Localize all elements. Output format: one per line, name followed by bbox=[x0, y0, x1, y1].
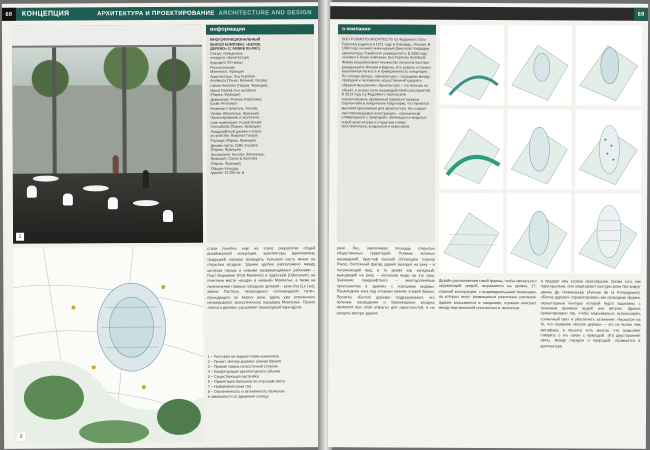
info-line: ЖИЛОЙ КОМПЛЕКС «БЕЛОЕ bbox=[210, 42, 261, 47]
info-line: Экспертиза: Socotec (Монпелье, bbox=[210, 152, 265, 157]
info-line: Verdier (Монпелье, Франция) bbox=[210, 110, 259, 116]
legend-item: 7 – Набережная реки Лез bbox=[207, 384, 252, 389]
right-body-text-col-2: Дизайн расположения такой формы, чтобы связаться с окружающей средой, выражается на уровне 17-этажной конструкции, с индивидуальными балконами, на которых могут размещаться различные растения. Здание вписывается в ландшафт, отражая контраст между вертикальной плотностью и легкостью. bbox=[438, 278, 537, 311]
render-tile bbox=[507, 109, 571, 189]
info-line: Laisné Associés (Париж, Франция), bbox=[210, 83, 269, 88]
header-title-ru: АРХИТЕКТУРА И ПРОЕКТИРОВАНИЕ bbox=[97, 10, 215, 17]
right-body-text-col-3: и придает ему особое своеобразие. Кроме того, как пара крыльев, они охватывают контуры реки Лез вокруг авеню Де Нюманшьёр (Avenue de la Pompignane). «Белое дерево» спроектировано как природная форма, скульптурные контуры которой будто вырезаны с течением времени водой или ветром. Здание ориентировано так, чтобы максимально использовать солнечный свет и обеспечить затенение. Несмотря на то, что название «Белое дерево» – это не более чем метафора, в проекте есть многое, что позволяет говорить о его связи с природой. Эта двусторонняя связь, между городом и природой, отражается в архитектуре. bbox=[540, 279, 641, 349]
right-body-text-col-1: реки Лез, увеличивая площадь открытых общественных территорий. Помимо зеленых насаждений, Кристоф Коломб (Christophe Colomb Place). Восточный фасад здания выходит на реку – и потрясающий вид, в то время как западный, выходящий на реку, – неплохие виды на эту зону. Значение ландшафтного – многоуровневые пространства в зданиях с хорошими видами. Пешеходная зона под опорами нижних этажей башни. Проекты «Белого дерева» подразумевают, что зеленые насаждения и перемещение воздуха являются при этом открыты для окрестностей, а не заперты внутри здания. bbox=[336, 246, 435, 316]
info-line: Общая площадь bbox=[210, 166, 239, 171]
figure-number: 1 bbox=[16, 233, 24, 241]
info-line: (Париж, Франция) bbox=[210, 147, 241, 152]
right-page-number: 69 bbox=[634, 8, 648, 21]
header-title bbox=[97, 10, 320, 17]
info-line: Дизайн света: Odile Soudant bbox=[210, 143, 258, 148]
left-page-number: 68 bbox=[2, 8, 16, 21]
photo-person bbox=[143, 170, 149, 188]
render-tile bbox=[439, 109, 503, 189]
left-page bbox=[2, 2, 322, 449]
info-line: устройство: Bassinet Turquin bbox=[210, 133, 258, 139]
info-box bbox=[206, 24, 315, 243]
legend-item: 8 – Озеленённость и затенённость балконов bbox=[207, 389, 285, 394]
legend-item: 1 – Ресторан на первом этаже комплекса bbox=[207, 354, 279, 359]
site-plan bbox=[13, 247, 204, 444]
green-area bbox=[157, 399, 201, 435]
legend-item: 3 – Прямая гавань на восточной стороне bbox=[207, 364, 278, 369]
green-area bbox=[24, 375, 84, 419]
info-line: Монпелье, Франция bbox=[210, 69, 244, 74]
about-text: SOU FUJIMOTO ARCHITECTS Су Фудзимото (Sou Fujimoto) родился в 1971 году в Хоккайдо, Япония. В 1994 году окончил инженерный факультет Кафедры архитектуры Токийского университета. В 2000 году основал в Токио компанию Sou Fujimoto Architects. Фирма разрабатывает множество проектов частных резиденций в Японии и Европе. Его работы отличает изысканная легкость и приверженность концепции. По словам автора, «архитектура – посредник между природой и человеком, искусственной средой и образом мышления». Архитектура – это больше не объект, а скорее поле взаимодействий и восприятий. В 2013 году Су Фудзимото пригласили спроектировать временный павильон галереи Серпентайн в лондонском Гайд-парке, что является высоким признанием для архитектора. Он создает светопроницаемую конструкцию, «органически сливающуюся с природой», являющуюся моделью новой архитектуры и открытым к миру пространством, воздушной и невесомой. bbox=[341, 37, 432, 129]
photo-chair bbox=[27, 186, 37, 198]
left-header-bar bbox=[2, 6, 320, 21]
info-line: Статус: победитель bbox=[210, 51, 243, 56]
right-header-bar bbox=[330, 6, 648, 21]
render-tile bbox=[576, 25, 642, 105]
site-plan-drawing bbox=[13, 247, 204, 444]
info-line: здания: 10 255 кв. м bbox=[210, 170, 245, 175]
info-line: Франция), Casso & Associés bbox=[210, 156, 258, 162]
render-tile bbox=[440, 25, 504, 105]
legend-item: 6 – Ориентация балконов по сторонам света bbox=[207, 379, 285, 384]
photo-chair bbox=[163, 210, 173, 222]
info-text bbox=[206, 34, 315, 178]
info-line: будущего XXI века» bbox=[210, 60, 244, 65]
info-line: Paysage (Париж, Франция) bbox=[210, 138, 256, 143]
render-grid bbox=[439, 25, 642, 276]
legend-item: в зависимости от движения солнца bbox=[207, 394, 269, 399]
interior-photo bbox=[12, 25, 203, 244]
about-heading: о компании bbox=[338, 24, 436, 35]
info-line: (Париж, Франция) bbox=[210, 92, 241, 97]
info-line: Архитекторы: Sou Fujimoto bbox=[210, 74, 255, 79]
left-body-text: стали понятно еще на этапе разработки общей дизайнерской концепции, архитекторы вдохновлены традицией горожан проводить большую часть жизни на открытом воздухе. Здание удобно расположено между центром города и новыми развивающимися районами – Порт Марианнe (Port Marianne) и Одиссеум (Odysseum), на почетном месте «входа» в «новый» Монпелье, а также на пересечении главных городских артерий – реки Лез (Le Lez), авеню Пастера, пешеходного «эспланадного пути», проходящего по берегу реки, вдоль уже устроенного непрерывного экологического коридора Монпелье. Проект «Белого дерева» расширяет пешеходный парк вдоль bbox=[207, 246, 316, 311]
header-title-en: ARCHITECTURE AND DESIGN bbox=[218, 9, 312, 17]
legend-item: 4 – Конфигурация архитектурного объема bbox=[207, 369, 281, 374]
plan-legend bbox=[208, 354, 316, 443]
info-line: Consultants (Париж, Франция) bbox=[210, 124, 261, 130]
info-line: Ландшафтный дизайн и благо- bbox=[210, 129, 263, 134]
right-page bbox=[328, 2, 648, 449]
tower-footprint bbox=[97, 283, 165, 371]
about-box bbox=[337, 24, 436, 243]
info-line: МНОГОФУНКЦИОНАЛЬНЫЙ bbox=[210, 37, 261, 42]
photo-ceiling bbox=[12, 25, 202, 48]
concept-renders bbox=[439, 25, 642, 276]
info-line: ская инженерия: Franck Boutté bbox=[210, 120, 262, 125]
render-tile bbox=[575, 109, 641, 189]
section-label: КОНЦЕПЦИЯ bbox=[21, 10, 70, 18]
render-tile bbox=[575, 193, 641, 273]
legend-item: 2 – Проект «Белое дерево» (жилая башня) bbox=[207, 359, 282, 364]
info-line: (Париж, Франция) bbox=[210, 161, 241, 166]
render-tile bbox=[439, 193, 503, 273]
info-line: Manal Rachdi Oxo architects bbox=[210, 88, 257, 93]
info-line: Evolis Promotion bbox=[210, 101, 238, 107]
render-tile bbox=[507, 193, 571, 273]
photo-chair bbox=[63, 193, 73, 205]
legend-item: 5 – Существующая застройка bbox=[207, 374, 259, 379]
info-line: Architects (Токио, Япония), Nicolas bbox=[210, 78, 268, 84]
info-line: ДЕРЕВО» (L'ARBRE BLANC) bbox=[210, 46, 260, 51]
info-heading: информация bbox=[206, 24, 314, 35]
photo-person bbox=[113, 155, 119, 173]
photo-chair bbox=[108, 197, 118, 209]
render-tile bbox=[508, 25, 572, 105]
info-line: Расположение: bbox=[210, 65, 236, 70]
figure-number: 2 bbox=[17, 433, 25, 441]
info-line: Девелопер: Promeo Patrimoine, bbox=[210, 97, 263, 102]
info-line: Проектирование и экологиче- bbox=[210, 115, 261, 120]
info-line: конкурса «Архитектура bbox=[210, 55, 249, 61]
info-line: Инженер-строитель: Arcadis bbox=[210, 106, 258, 111]
